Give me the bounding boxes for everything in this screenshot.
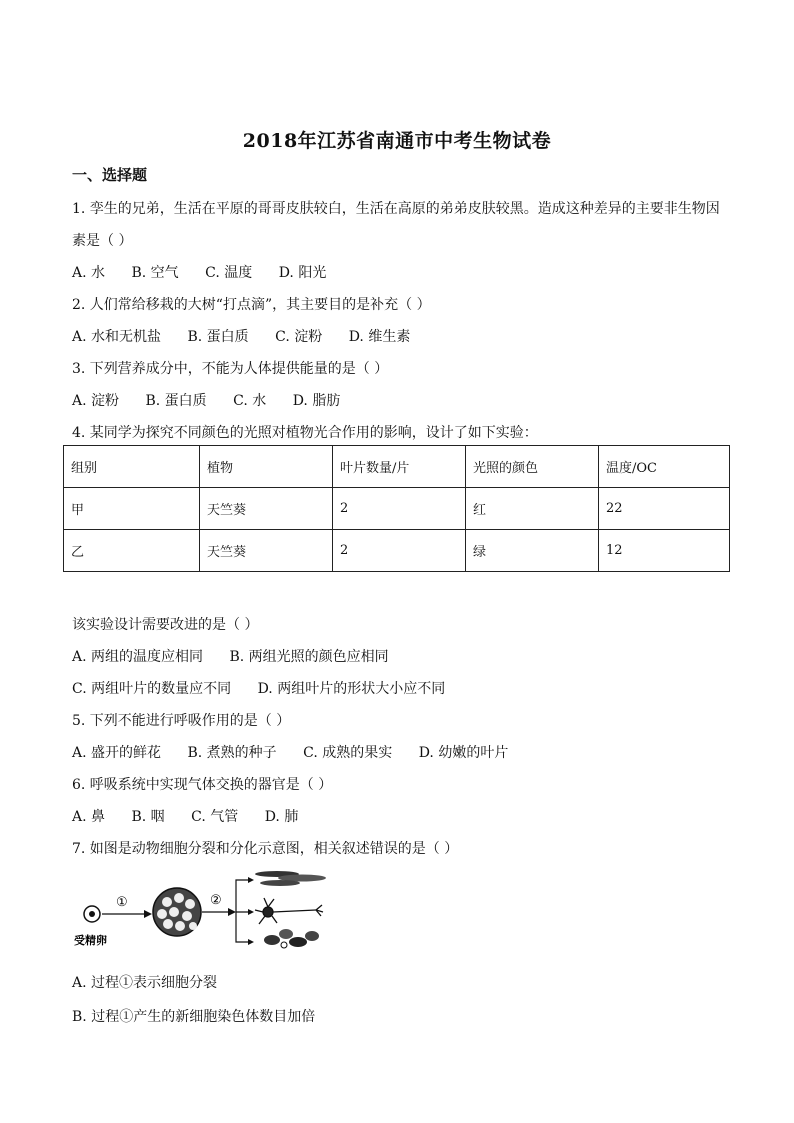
- q2-options: [72, 326, 432, 346]
- q6-stem: 6. 呼吸系统中实现气体交换的器官是（ ）: [72, 777, 333, 793]
- q3-option-d[interactable]: D. 脂肪: [292, 393, 341, 409]
- branch-head-icon: [248, 939, 254, 945]
- table-cell: 乙: [64, 530, 200, 572]
- table-cell: 红: [466, 488, 599, 530]
- table-header-row: [64, 446, 730, 488]
- table-cell: 12: [599, 530, 730, 572]
- q2-option-d[interactable]: D. 维生素: [348, 329, 411, 345]
- q2-option-c[interactable]: C. 淀粉: [275, 329, 323, 345]
- q6-option-a[interactable]: A. 鼻: [72, 809, 106, 825]
- q4-option-c[interactable]: C. 两组叶片的数量应不同: [72, 681, 232, 697]
- branch-head-icon: [248, 877, 254, 883]
- q7-option-b[interactable]: B. 过程①产生的新细胞染色体数目加倍: [72, 1009, 316, 1025]
- q4-option-b[interactable]: B. 两组光照的颜色应相同: [229, 649, 389, 665]
- q4-options-row2: [72, 678, 467, 698]
- table-header-cell: 植物: [200, 446, 333, 488]
- table-header-cell: 温度/OC: [599, 446, 730, 488]
- q5-stem: 5. 下列不能进行呼吸作用的是（ ）: [72, 713, 291, 729]
- blood-cells-icon: [264, 929, 319, 948]
- q1-options: [72, 262, 348, 282]
- q6-option-c[interactable]: C. 气管: [191, 809, 239, 825]
- q1-option-b[interactable]: B. 空气: [131, 265, 179, 281]
- q3-option-b[interactable]: B. 蛋白质: [145, 393, 207, 409]
- zygote-nucleus-icon: [89, 911, 95, 917]
- q3-options: [72, 390, 362, 410]
- q1-stem-line1: 1. 孪生的兄弟，生活在平原的哥哥皮肤较白，生活在高原的弟弟皮肤较黑。造成这种差异的主要非生物因: [72, 201, 720, 217]
- table-cell: 天竺葵: [200, 530, 333, 572]
- q4-option-d[interactable]: D. 两组叶片的形状大小应不同: [257, 681, 446, 697]
- q1-option-c[interactable]: C. 温度: [205, 265, 253, 281]
- q4-question: 该实验设计需要改进的是（ ）: [72, 617, 259, 633]
- branch-head-icon: [248, 909, 254, 915]
- q7-stem: 7. 如图是动物细胞分裂和分化示意图，相关叙述错误的是（ ）: [72, 841, 459, 857]
- muscle-cells-icon: [255, 871, 326, 886]
- q2-stem: 2. 人们常给移栽的大树“打点滴”，其主要目的是补充（ ）: [72, 297, 431, 313]
- q3-option-a[interactable]: A. 淀粉: [72, 393, 120, 409]
- table-header-cell: 组别: [64, 446, 200, 488]
- q3-option-c[interactable]: C. 水: [233, 393, 267, 409]
- q5-option-b[interactable]: B. 煮熟的种子: [187, 745, 277, 761]
- q2-option-b[interactable]: B. 蛋白质: [187, 329, 249, 345]
- arrow-1-head-icon: [144, 910, 152, 918]
- q5-option-a[interactable]: A. 盛开的鲜花: [72, 745, 162, 761]
- q5-options: [72, 742, 530, 762]
- page-title: 2018年江苏省南通市中考生物试卷: [242, 130, 552, 152]
- arrow-2-head-icon: [228, 908, 236, 916]
- q6-option-d[interactable]: D. 肺: [264, 809, 299, 825]
- step-1-marker: ①: [116, 895, 128, 910]
- branch-arrows: [236, 880, 250, 942]
- q2-option-a[interactable]: A. 水和无机盐: [72, 329, 162, 345]
- table-cell: 绿: [466, 530, 599, 572]
- table-cell: 天竺葵: [200, 488, 333, 530]
- table-cell: 22: [599, 488, 730, 530]
- q6-options: [72, 806, 320, 826]
- table-cell: 2: [333, 530, 466, 572]
- zygote-label: 受精卵: [74, 934, 107, 947]
- q1-option-d[interactable]: D. 阳光: [278, 265, 327, 281]
- section-heading: 一、选择题: [72, 166, 148, 184]
- q4-option-a[interactable]: A. 两组的温度应相同: [72, 649, 204, 665]
- q5-option-d[interactable]: D. 幼嫩的叶片: [418, 745, 509, 761]
- table-row: [64, 488, 730, 530]
- q7-option-a[interactable]: A. 过程①表示细胞分裂: [72, 975, 218, 991]
- q1-option-a[interactable]: A. 水: [72, 265, 106, 281]
- step-2-marker: ②: [210, 893, 222, 908]
- q3-stem: 3. 下列营养成分中，不能为人体提供能量的是（ ）: [72, 361, 389, 377]
- experiment-table: [63, 445, 730, 572]
- table-header-cell: 光照的颜色: [466, 446, 599, 488]
- table-cell: 甲: [64, 488, 200, 530]
- q6-option-b[interactable]: B. 咽: [131, 809, 165, 825]
- nerve-cell-icon: [255, 898, 323, 924]
- cell-cluster-icon: [153, 888, 201, 936]
- q4-options-row1: [72, 646, 411, 666]
- table-cell: 2: [333, 488, 466, 530]
- table-row: [64, 530, 730, 572]
- table-header-cell: 叶片数量/片: [333, 446, 466, 488]
- cell-division-diagram: [72, 866, 332, 950]
- q1-stem-line2: 素是（ ）: [72, 233, 133, 249]
- q5-option-c[interactable]: C. 成熟的果实: [303, 745, 393, 761]
- q4-stem: 4. 某同学为探究不同颜色的光照对植物光合作用的影响，设计了如下实验：: [72, 425, 538, 441]
